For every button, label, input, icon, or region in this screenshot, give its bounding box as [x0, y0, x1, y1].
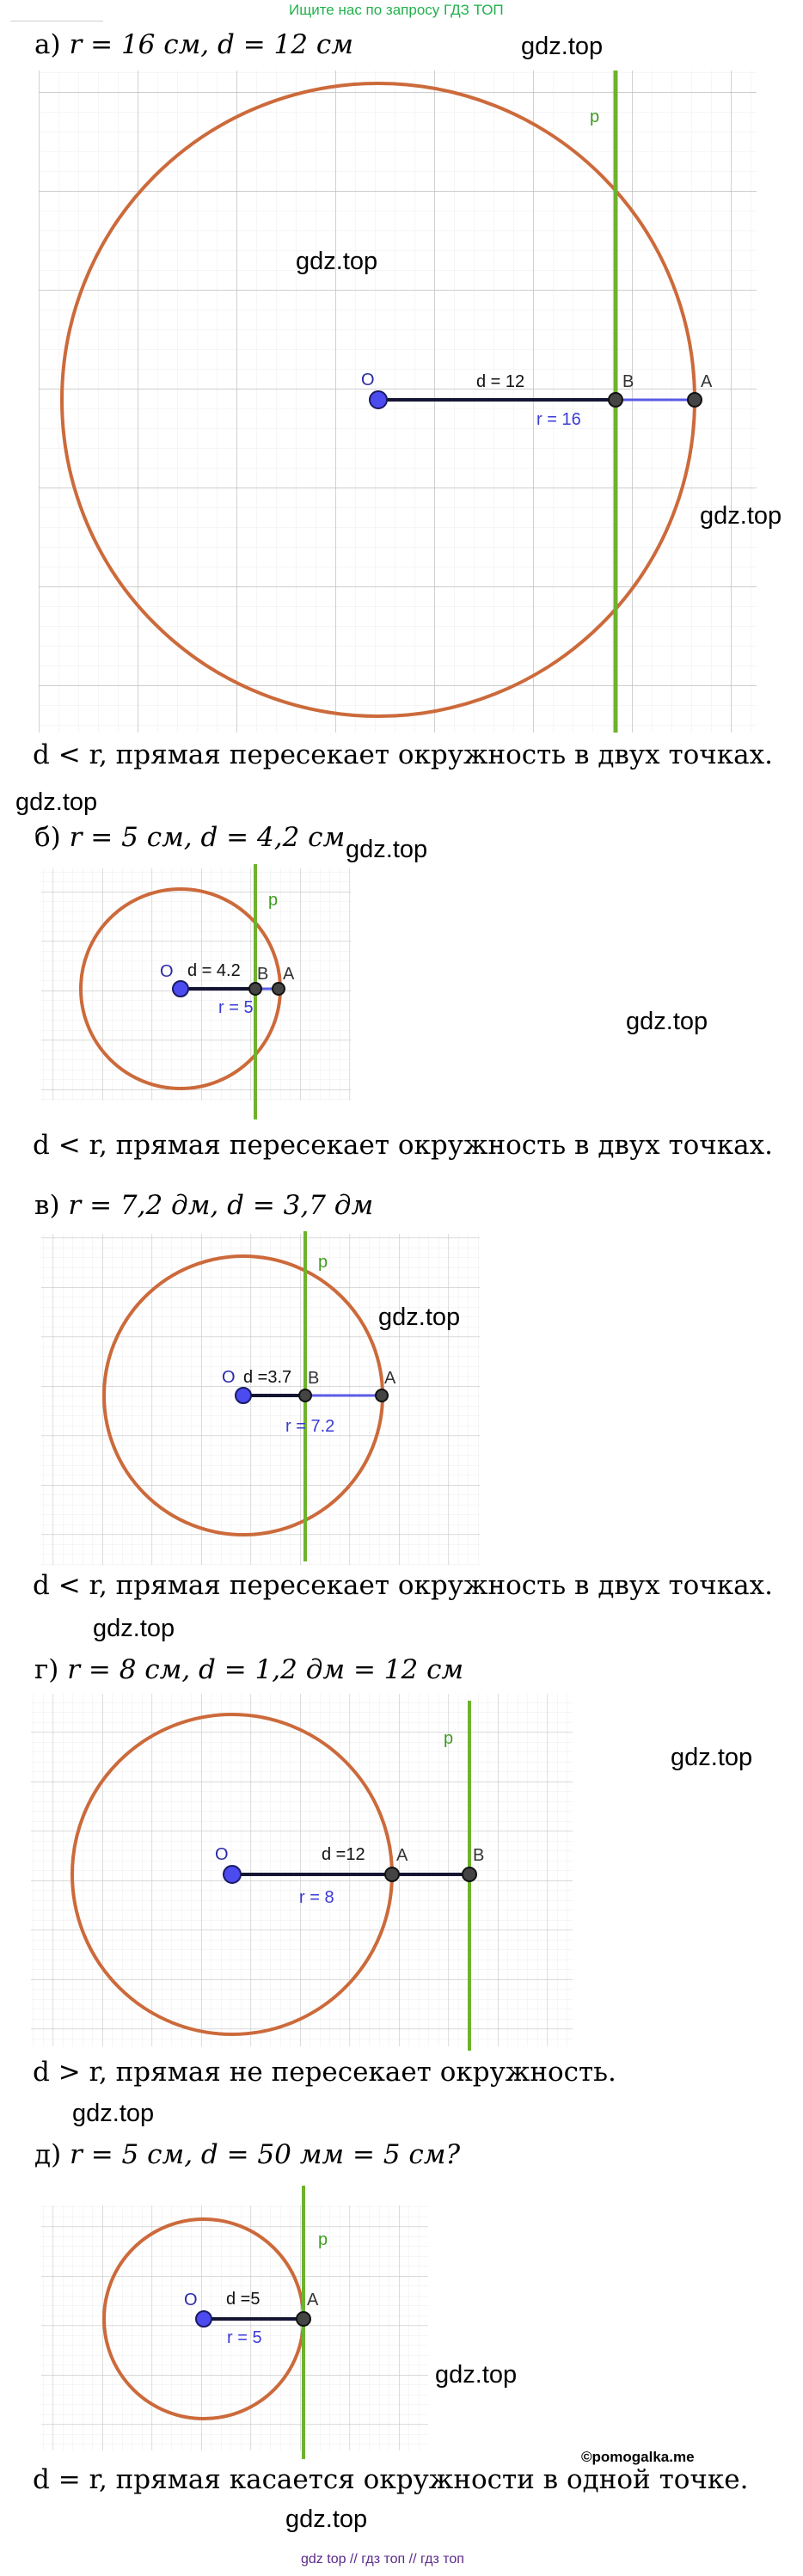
label-r: r = 8 — [299, 1888, 334, 1907]
label-a: A — [307, 2291, 319, 2309]
figure-d — [31, 1694, 573, 2051]
label-p: p — [318, 2230, 328, 2249]
figure-a — [39, 71, 757, 733]
point-b — [249, 983, 261, 995]
problem-d-heading: г) r = 8 см, d = 1,2 дм = 12 см — [34, 1654, 464, 1685]
label-d: d =5 — [226, 2290, 261, 2309]
label-p: p — [444, 1729, 454, 1748]
label-o: O — [361, 371, 375, 389]
label-r: r = 5 — [218, 998, 254, 1017]
label-a: A — [384, 1369, 396, 1388]
problem-c-heading: в) r = 7,2 дм, d = 3,7 дм — [34, 1190, 374, 1221]
point-o — [224, 1866, 241, 1883]
point-a — [297, 2312, 310, 2326]
label-d: d =12 — [322, 1845, 365, 1864]
label-d: d =3.7 — [243, 1368, 292, 1387]
watermark: gdz.top — [285, 2505, 368, 2533]
label-a: A — [701, 372, 713, 391]
point-o — [370, 391, 387, 408]
watermark: gdz.top — [378, 1303, 461, 1331]
label-a: A — [283, 965, 295, 984]
problem-a-heading: а) r = 16 см, d = 12 см — [34, 29, 353, 60]
point-a — [273, 983, 285, 995]
label-p: p — [318, 1253, 328, 1272]
point-a — [688, 393, 702, 407]
watermark: gdz.top — [626, 1008, 708, 1035]
watermark: gdz.top — [346, 836, 428, 863]
label-r: r = 16 — [536, 410, 581, 429]
label-a: A — [396, 1846, 408, 1865]
watermark: gdz.top — [296, 248, 378, 275]
problem-b-heading: б) r = 5 см, d = 4,2 см — [34, 822, 346, 853]
label-b: B — [308, 1369, 320, 1388]
footer: gdz top // гдз топ // гдз топ — [301, 2552, 464, 2567]
problem-a-conclusion: d < r, прямая пересекает окружность в двух точках. — [33, 739, 773, 770]
top-note: Ищите нас по запросу ГДЗ ТОП — [289, 2, 504, 18]
label-b: B — [473, 1846, 485, 1865]
label-p: p — [590, 107, 600, 126]
label-p: p — [268, 891, 279, 910]
problem-e-heading: д) r = 5 см, d = 50 мм = 5 см? — [34, 2139, 461, 2170]
label-d: d = 4.2 — [187, 961, 241, 980]
point-o — [236, 1388, 251, 1403]
point-o — [173, 981, 188, 997]
label-o: O — [184, 2291, 198, 2309]
label-d: d = 12 — [476, 372, 525, 391]
credit: ©pomogalka.me — [581, 2449, 695, 2465]
figure-e — [41, 2186, 428, 2459]
point-a — [385, 1868, 399, 1881]
watermark: gdz.top — [72, 2100, 155, 2127]
label-o: O — [222, 1368, 236, 1387]
figure-c — [41, 1231, 480, 1565]
point-o — [196, 2311, 211, 2327]
point-b — [609, 393, 622, 407]
watermark: gdz.top — [15, 788, 98, 816]
watermark: gdz.top — [93, 1615, 175, 1642]
point-b — [299, 1389, 311, 1401]
label-o: O — [215, 1845, 229, 1864]
label-r: r = 5 — [227, 2328, 262, 2347]
problem-d-conclusion: d > r, прямая не пересекает окружность. — [33, 2057, 616, 2088]
watermark: gdz.top — [700, 502, 782, 530]
problem-c-conclusion: d < r, прямая пересекает окружность в двух точках. — [33, 1570, 773, 1601]
problem-b-conclusion: d < r, прямая пересекает окружность в двух точках. — [33, 1130, 773, 1161]
label-r: r = 7.2 — [285, 1417, 335, 1436]
watermark: gdz.top — [671, 1744, 753, 1771]
label-b: B — [257, 965, 269, 984]
watermark: gdz.top — [521, 33, 604, 60]
point-a — [376, 1389, 388, 1401]
problem-e-conclusion: d = r, прямая касается окружности в одной точке. — [33, 2464, 749, 2495]
label-o: O — [160, 962, 174, 981]
label-b: B — [622, 372, 634, 391]
watermark: gdz.top — [435, 2361, 518, 2389]
figure-b — [41, 864, 351, 1119]
point-b — [463, 1868, 476, 1881]
